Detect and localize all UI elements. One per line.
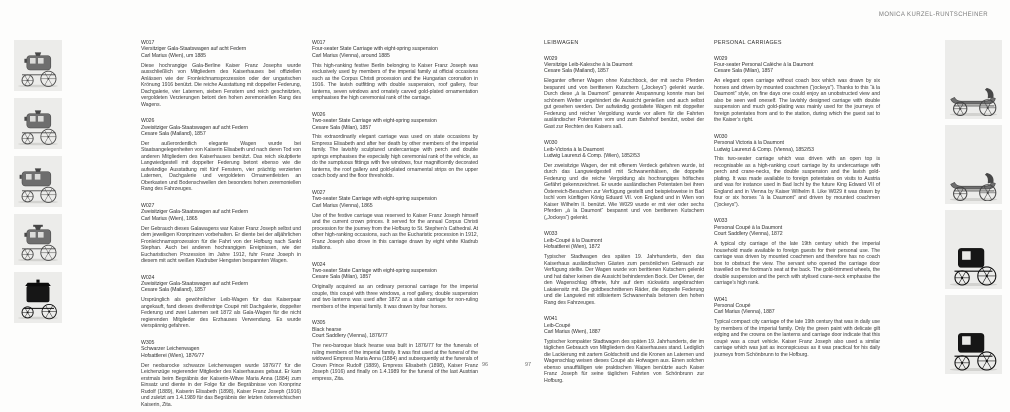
entry-description: An elegant open carriage without coach box which was drawn by six horses and driven by mounted coachmen (“jockeys”). Thanks to this “à la Daumont” style, on fine days one could enjoy an unobstructed view and also be seen well oneself. The lavishly designed carriage with double suspension and much gold-plating was mainly used for the journeys of foreign potentates from and to the station, during which the guest sat to the Kaiser’s right. <box>714 78 880 124</box>
carriage-photo-gala-coach <box>14 40 62 91</box>
entry-maker-line: Cesare Sala (Milan), 1857 <box>312 124 372 131</box>
entry-inventory-number: W041 <box>714 296 728 303</box>
entry-title: Four-seater Personal Calèche à la Daumont <box>714 61 814 68</box>
entry-description: Originally acquired as an ordinary personal carriage for the imperial couple, this coupé with three windows, a roof gallery, double suspension and two lanterns was used after 1872 as a state carriage for non-ruling members of the imperial family. It was drawn by four horses. <box>312 284 478 310</box>
entry-description: A typical city carriage of the late 19th century which the imperial household made available to foreign guests for their personal use. The carriage was driven by mounted coachmen and therefore has no coach box to obstruct the view. The servant who opened the carriage door travelled on the footman’s seat at the back. The gold-trimmed wheels, the double suspension and the perch with stylised crane-neck emphasise the carriage’s high rank. <box>714 241 880 287</box>
catalog-entry <box>141 203 301 265</box>
carriage-photo-coupe-dark <box>945 210 1002 289</box>
catalog-entry <box>312 190 478 252</box>
catalog-entry <box>714 297 880 359</box>
page-number-right: 97 <box>525 362 532 368</box>
entry-maker-line: Carl Marius (Vienna), around 1885 <box>312 52 390 59</box>
catalog-entry <box>544 56 704 131</box>
entry-description: Diese hochrangige Gala-Berline Kaiser Franz Josephs wurde ausschließlich von Mitgliedern des Kaiserhauses bei offiziellen Anlässen wie der Fronleichnamsprozession oder der ungarischen Krönung 1916 benützt. Die reiche Ausstattung mit doppelter Federung, Dachgalerie, vier Laternen, sieben Fenstern und reich geschnitzten, vergoldeten Verzierungen betont den hohen zeremoniellen Rang des Wagens. <box>141 62 301 108</box>
entry-description: This extraordinarily elegant carriage was used on state occasions by Empress Elisabeth and after her death by other members of the imperial family. The lavishly sculptured undercarriage with perch and double springs emphasises the especially high ceremonial rank of the vehicle, as do the sumptuous fittings with five windows, four magnificently decorated lanterns, the roof gallery and gold-plated ornamental strips on the upper coach body and the floor thresholds. <box>312 134 478 180</box>
carriage-photo-hearse-dark <box>14 272 62 323</box>
entry-description: This two-seater carriage which was driven with an open top is recognisable as a high-ranking court carriage by its undercarriage with perch and crane-necks, the double suspension and the lavish gold-plating. It was made available to foreign potentates on visits to Austria and was for instance used in Bad Ischl by the future King Edward VII of England and in Vienna by Kaiser Wilhelm II. Like W029 it was drawn by four or six horses “à la Daumont” and driven by mounted coachmen (“jockeys”). <box>714 156 880 208</box>
entry-inventory-number: W017 <box>141 40 155 46</box>
entry-inventory-number: W041 <box>544 316 558 323</box>
entry-title: Viersitzige Leib-Kalesche à la Daumont <box>544 61 633 68</box>
entry-inventory-number: W030 <box>714 133 728 140</box>
entry-maker-line: Hofsattlerei (Wien), 1872 <box>544 244 601 251</box>
carriage-photo-gala-coach <box>14 98 62 149</box>
left-thumbnail-column <box>14 40 62 330</box>
carriage-photo-caleche-open <box>945 125 1002 204</box>
running-header-author: MONICA KURZEL-RUNTSCHEINER <box>878 12 988 18</box>
entry-maker-line: Ludwig Laurenzi & Comp. (Wien), 1852/53 <box>544 153 640 160</box>
entry-maker-line: Court Saddlery (Vienna), 1872 <box>714 231 783 238</box>
catalog-entry <box>141 340 301 408</box>
section-heading-english: PERSONAL CARRIAGES <box>714 40 782 46</box>
catalog-entry <box>312 320 478 382</box>
entry-description: Der neobarocke schwarze Leichenwagen wurde 1876/77 für die Leichenzüge regierender Mitglieder des Kaiserhauses gebaut. Er kam erstmals beim Begräbnis der Kaiserin-Witwe Maria Anna (1884) zum Einsatz und diente in der Folge für die Begräbnisse von Kronprinz Rudolf (1889), Kaiserin Elisabeth (1898), Kaiser Franz Joseph (1916) und zuletzt am 1.4.1989 für das Begräbnis der letzten österreichischen Kaiserin, Zita. <box>141 362 301 408</box>
right-page-german-column <box>544 40 704 394</box>
entry-description: Typischer Stadtwagen des späten 19. Jahrhunderts, den das Kaiserhaus ausländischen Gästen zum persönlichen Gebrauch zur Verfügung stellte. Der Wagen wurde von berittenen Kutschern gelenkt und hat daher keinen die Aussicht behindernden Bock. Der Diener, der den Wagenschlag öffnete, fuhr auf dem rückwärts angebrachten Lakaiensitz mit. Die goldbeschnittenen Räder, die doppelte Federung und die Langwied mit stilisiertem Schwanenhals betonen den hohen Rang des Fahrzeuges. <box>544 254 704 306</box>
entry-description: This high-ranking festive Berlin belonging to Kaiser Franz Joseph was exclusively used by members of the imperial family at official occasions such as the Corpus Christi procession and the Hungarian coronation in 1916. The lavish outfitting with double suspension, roof gallery, four lanterns, seven windows and ornately carved gold-plated ornamentation emphasises the high ceremonial rank of the carriage. <box>312 62 478 102</box>
entry-inventory-number: W027 <box>312 189 326 196</box>
entry-title: Zweisitziger Gala-Staatswagen auf acht Federn <box>141 281 249 288</box>
carriage-photo-caleche-open <box>945 40 1002 119</box>
entry-maker-line: Cesare Sala (Mailand), 1857 <box>141 131 206 138</box>
entry-inventory-number: W017 <box>312 40 326 46</box>
entry-title: Zweisitziger Gala-Staatswagen auf acht Federn <box>141 209 249 216</box>
left-page-german-column <box>141 40 301 412</box>
entry-inventory-number: W026 <box>141 118 155 125</box>
entry-inventory-number: W033 <box>544 231 558 238</box>
entry-title: Personal Coupé à la Daumont <box>714 224 783 231</box>
entry-maker-line: Carl Marius (Wien), 1865 <box>141 215 198 222</box>
catalog-entry <box>141 275 301 330</box>
entry-inventory-number: W305 <box>312 320 326 327</box>
entry-title: Leib-Coupé à la Daumont <box>544 237 602 244</box>
entry-inventory-number: W024 <box>312 261 326 268</box>
entry-description: Der Gebrauch dieses Galawagens war Kaiser Franz Joseph selbst und dem jeweiligen Kronprinzen vorbehalten. Er diente bei der alljährlichen Fronleichnamsprozession für die Fahrt von der Hofburg nach Sankt Stephan. Auch bei anderen hochrangigen Ereignissen, wie der Eucharistischen Prozession im Jahre 1912, fuhr Franz Joseph in diesem mit acht weißen Kladruber Hengsten bespannten Wagen. <box>141 225 301 265</box>
entry-maker-line: Carl Marius (Vienna), 1887 <box>714 309 775 316</box>
entry-title: Personal Victoria à la Daumont <box>714 140 784 147</box>
entry-inventory-number: W029 <box>714 55 728 62</box>
catalog-entry <box>312 112 478 180</box>
english-entries-left <box>312 40 478 382</box>
entry-maker-line: Ludwig Laurenzi & Comp. (Vienna), 1852/53 <box>714 146 814 153</box>
entry-title: Two-seater State Carriage with eight-spring suspension <box>312 196 437 203</box>
entry-description: Use of the festive carriage was reserved to Kaiser Franz Joseph himself and the current crown princes. It served for the annual Corpus Christi procession for the journey from the Hofburg to St. Stephen's Cathedral. At other high-ranking occasions, such as the Eucharistic procession in 1912, Franz Joseph also drove in this carriage drawn by eight white Kladrub stallions. <box>312 212 478 252</box>
page-number-left: 96 <box>482 362 489 368</box>
right-thumbnail-column <box>945 40 1002 380</box>
entry-description: Typical compact city carriage of the late 19th century that was in daily use by members of the imperial family. Only the green paint with delicate gilt edging and the crowns on the lanterns and carriage door indicate that this coupé was a court vehicle. Kaiser Franz Joseph also used a similar carriage which was just as inconspicuous as it was practical for his daily journeys from Schönbrunn to the Hofburg. <box>714 319 880 358</box>
entry-maker-line: Cesare Sala (Milan), 1857 <box>312 274 372 281</box>
entry-title: Personal Coupé <box>714 303 751 310</box>
section-heading-german: LEIBWAGEN <box>544 40 579 46</box>
catalog-entry <box>544 231 704 306</box>
left-page-english-column <box>312 40 478 392</box>
entry-title: Two-seater State Carriage with eight-spring suspension <box>312 268 437 275</box>
catalog-entry <box>714 56 880 124</box>
german-entries-right <box>544 56 704 385</box>
carriage-photo-coupe-dark <box>945 295 1002 374</box>
entry-description: Typischer kompakter Stadtwagen des späten 19. Jahrhunderts, der im täglichen Gebrauch von Mitgliedern des Kaiserhauses stand. Lediglich die Lackierung mit zartem Goldschnitt und die Kronen an Laternen und Wagenschlag weisen dieses Coupé als Hofwagen aus. Einen solchen ebenso unauffälligen wie praktischen Wagen benützte auch Kaiser Franz Joseph für seine täglichen Fahrten von Schönbrunn zur Hofburg. <box>544 338 704 384</box>
entry-title: Four-seater State Carriage with eight-spring suspension <box>312 46 438 53</box>
entry-maker-line: Carl Marius (Vienna), 1865 <box>312 202 373 209</box>
entry-inventory-number: W305 <box>141 339 155 346</box>
entry-description: Der außerordentlich elegante Wagen wurde bei Staatsangelegenheiten von Kaiserin Elisabeth und nach deren Tod von anderen Mitgliedern des Kaiserhauses benützt. Das reich skulptierte Langwiedgestell mit doppelter Federung betont ebenso wie die aufwändige Ausstattung mit fünf Fenstern, vier prächtig verzierten Laternen, Dachgalerie und vergoldeten Ornamentleisten an Oberkasten und Bodenschwellen den besonders hohen zeremoniellen Rang des Fahrzeuges. <box>141 140 301 193</box>
catalog-entry <box>141 40 301 108</box>
entry-description: The neo-baroque black hearse was built in 1876/77 for the funerals of ruling members of the imperial family. It was first used at the funeral of the widowed Empress Maria Anna (1884) and subsequently at the funerals of Crown Prince Rudolf (1889), Empress Elisabeth (1898), Kaiser Franz Joseph (1916) and finally on 1.4.1989 for the funeral of the last Austrian empress, Zita. <box>312 343 478 382</box>
catalog-entry <box>141 118 301 193</box>
entry-title: Black hearse <box>312 326 342 333</box>
entry-maker-line: Carl Marius (Wien), um 1885 <box>141 52 206 59</box>
entry-description: Ursprünglich als gewöhnlicher Leib-Wagen für das Kaiserpaar angekauft, fand dieses dreifenstrige Coupé mit Dachgalerie, doppelter Federung und zwei Laternen seit 1872 als Gala-Wagen für die nicht regierenden Mitglieder des Erzhauses Verwendung. Es wurde vierspännig gefahren. <box>141 297 301 330</box>
catalog-entry <box>312 40 478 102</box>
catalog-entry <box>544 140 704 221</box>
entry-maker-line: Court Saddlery (Vienna), 1876/77 <box>312 333 388 340</box>
entry-title: Leib-Coupé <box>544 322 571 329</box>
entry-inventory-number: W027 <box>141 202 155 209</box>
entry-title: Viersitziger Gala-Staatswagen auf acht Federn <box>141 46 247 53</box>
right-page-english-column <box>714 40 880 368</box>
entry-inventory-number: W024 <box>141 274 155 281</box>
entry-inventory-number: W029 <box>544 55 558 62</box>
entry-maker-line: Hofsattlerei (Wien), 1876/77 <box>141 352 205 359</box>
entry-maker-line: Cesare Sala (Mailand), 1857 <box>141 287 206 294</box>
entry-description: Der zweisitzige Wagen, der mit offenem Verdeck gefahren wurde, ist durch das Langwiedgestell mit Schwanenhälsen, die doppelte Federung und die reiche Vergoldung als hochrangiges höfisches Gefährt gekennzeichnet. Er wurde ausländischen Potentaten bei ihren Österreich-Besuchen zur Verfügung gestellt und beispielsweise in Bad Ischl vom künftigen König Eduard VII. von England und in Wien von Kaiser Wilhelm II. benützt. Wie W029 wurde er mit vier oder sechs Pferden „à la Daumont“ bespannt und von berittenen Kutschern („Jockeys“) gelenkt. <box>544 162 704 221</box>
english-entries-right <box>714 56 880 359</box>
catalog-entry <box>544 316 704 384</box>
entry-title: Schwarzer Leichenwagen <box>141 346 200 353</box>
catalog-entry <box>714 218 880 286</box>
entry-title: Leib-Victoria à la Daumont <box>544 146 604 153</box>
entry-title: Two-seater State Carriage with eight-spring suspension <box>312 118 437 125</box>
catalog-entry <box>312 262 478 311</box>
entry-inventory-number: W026 <box>312 111 326 118</box>
entry-inventory-number: W030 <box>544 140 558 147</box>
entry-maker-line: Cesare Sala (Mailand), 1857 <box>544 68 609 75</box>
entry-maker-line: Cesare Sala (Milan), 1857 <box>714 68 774 75</box>
entry-description: Eleganter offener Wagen ohne Kutschbock, der mit sechs Pferden bespannt und von berittenen Kutschern („Jockeys“) gelenkt wurde. Durch diese „à la Daumont“ genannte Anspannung konnte man bei schönem Wetter ungehindert die Aussicht genießen und auch selbst gut gesehen werden. Der aufwändig gestaltete Wagen mit doppelter Federung und reicher Vergoldung wurde vor allem für die Fahrten ausländischer Potentaten vom und zum Bahnhof benützt, wobei der Gast zur Rechten des Kaisers saß. <box>544 78 704 130</box>
entry-maker-line: Carl Marius (Wien), 1887 <box>544 328 601 335</box>
carriage-photo-gala-coupe <box>14 214 62 265</box>
german-entries-left <box>141 40 301 408</box>
entry-inventory-number: W033 <box>714 218 728 225</box>
entry-title: Zweisitziger Gala-Staatswagen auf acht Federn <box>141 124 249 131</box>
catalog-entry <box>714 134 880 209</box>
carriage-photo-gala-coach-full <box>14 156 62 207</box>
